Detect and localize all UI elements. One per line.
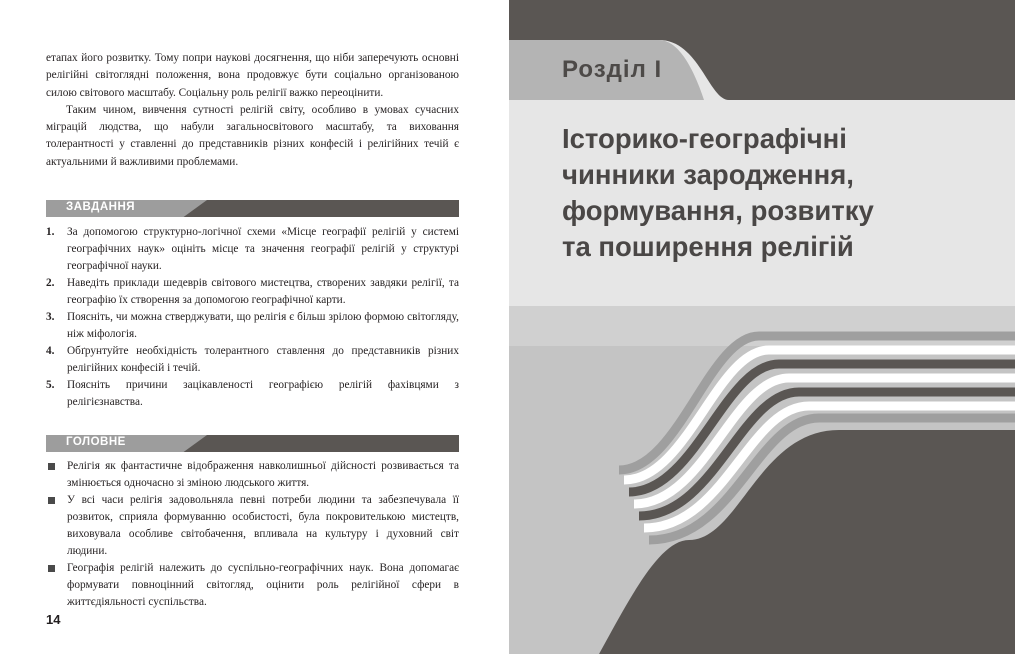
intro-paragraph-2: Таким чином, вивчення сутності релігій світу, особливо в умовах сучасних міграцій людства, що набули загальносвітового масштабу, та виховання толерантності у ставленні до представників різних конфесій і релігійних течій є актуальними й важливими проблемами. xyxy=(46,103,459,168)
summary-item: У всі часи релігія задовольняла певні потреби людини та забезпечувала її розвиток, сприяла формуванню особистості, була покровителькою мистецтв, виховувала особливе світобачення, впливала на культуру і духовний світ людини. xyxy=(46,492,459,560)
task-item: 3. Поясніть, чи можна стверджувати, що релігія є більш зрілою формою світогляду, ніж міфологія. xyxy=(46,311,459,340)
chapter-title xyxy=(562,121,982,265)
tasks-heading-bar xyxy=(46,200,459,217)
tasks-heading: ЗАВДАННЯ xyxy=(66,201,136,213)
chapter-title-line: Історико-географічні xyxy=(562,123,847,154)
left-page xyxy=(0,0,505,654)
summary-item: Географія релігій належить до суспільно-географічних наук. Вона допомагає формувати повноцінний світогляд, оцінити роль релігійної сфери в життєдіяльності суспільства. xyxy=(46,560,459,611)
summary-list xyxy=(46,458,459,611)
task-item: 2. Наведіть приклади шедеврів світового мистецтва, створених завдяки релігії, та географію їх створення за допомогою географічної карти. xyxy=(46,277,459,306)
page-number: 14 xyxy=(46,612,61,627)
intro-text xyxy=(46,50,459,171)
right-page xyxy=(509,0,1015,654)
intro-paragraph-1: етапах його розвитку. Тому попри наукові досягнення, що ніби заперечують основні релігійні світоглядні положення, вона продовжує бути соціально організованою силою світового масштабу. Соціальну роль релігії важко переоцінити. xyxy=(46,52,459,99)
task-item: 4. Обґрунтуйте необхідність толерантного ставлення до представників різних релігійних конфесій і течій. xyxy=(46,345,459,374)
task-item: 5. Поясніть причини зацікавленості географією релігій фахівцями з релігієзнавства. xyxy=(46,379,459,408)
bullet-square-icon xyxy=(48,497,55,504)
summary-item: Релігія як фантастичне відображення навколишньої дійсності розвивається та змінюється одночасно зі зміною людського життя. xyxy=(46,458,459,492)
tasks-list xyxy=(46,224,459,411)
summary-heading: ГОЛОВНЕ xyxy=(66,436,126,448)
chapter-title-line: та поширення релігій xyxy=(562,231,854,262)
chapter-title-line: формування, розвитку xyxy=(562,195,874,226)
chapter-decoration xyxy=(509,0,1015,654)
summary-heading-bar xyxy=(46,435,459,452)
chapter-title-line: чинники зародження, xyxy=(562,159,854,190)
chapter-label: Розділ І xyxy=(562,56,663,83)
bullet-square-icon xyxy=(48,565,55,572)
task-item: 1. За допомогою структурно-логічної схеми «Місце географії релігій у системі географічних наук» оцініть місце та значення географії релігій у структурі географічної науки. xyxy=(46,226,459,272)
bullet-square-icon xyxy=(48,463,55,470)
